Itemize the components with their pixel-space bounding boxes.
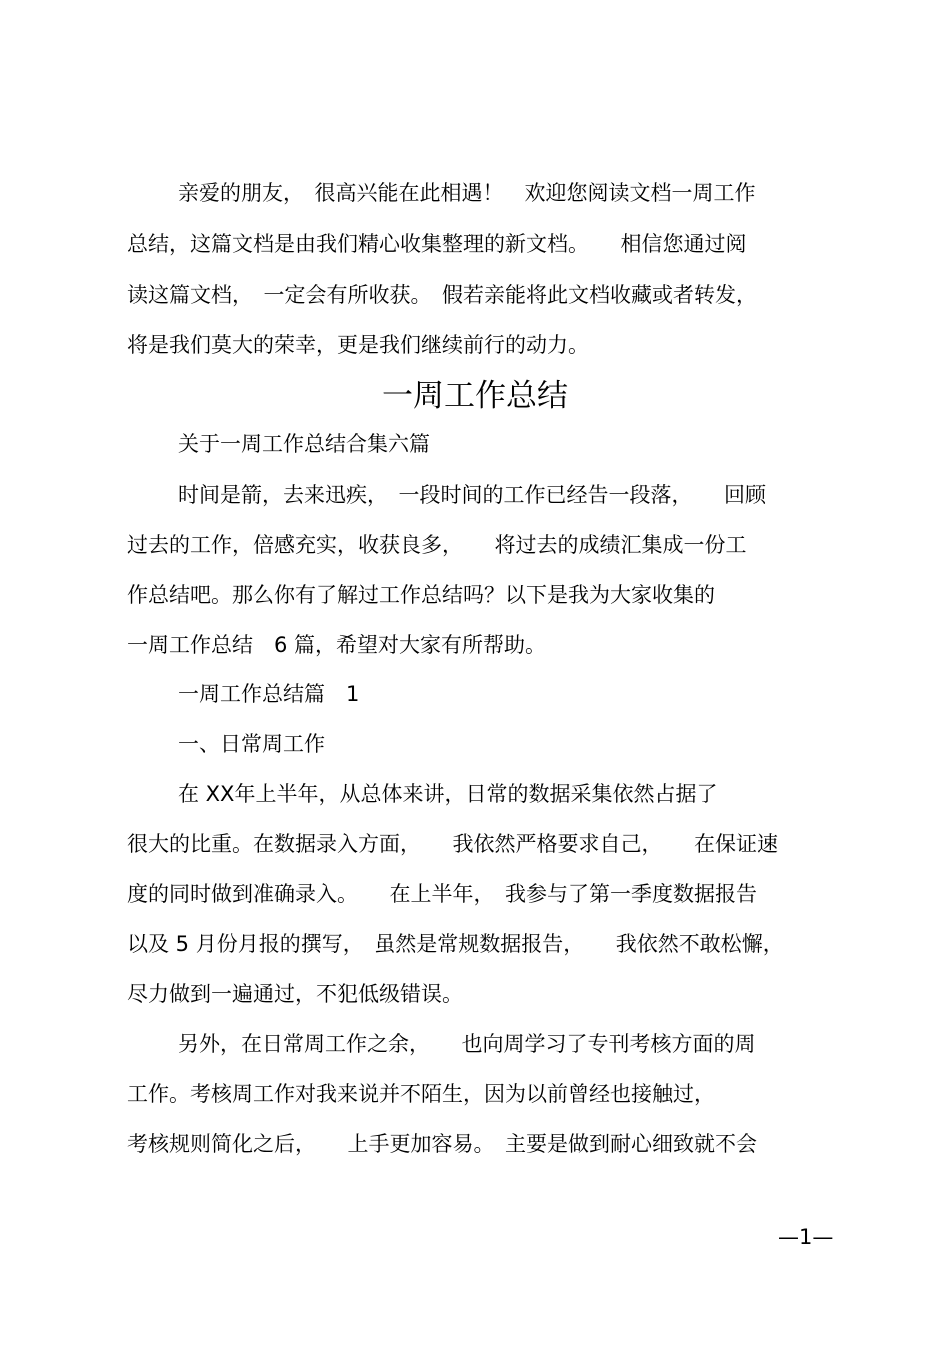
paragraph-3-line-3: 考核规则简化之后， 上手更加容易。 主要是做到耐心细致就不会	[127, 1132, 757, 1156]
document-title: 一周工作总结	[382, 378, 568, 414]
subsection-heading: 一、日常周工作	[178, 732, 325, 756]
intro-line-3: 读这篇文档， 一定会有所收获。 假若亲能将此文档收藏或者转发，	[127, 283, 757, 307]
page-number: —1—	[778, 1225, 834, 1249]
paragraph-1-line-4: 一周工作总结 6 篇，希望对大家有所帮助。	[127, 633, 547, 657]
section-heading: 一周工作总结篇 1	[178, 682, 360, 706]
intro-line-2: 总结，这篇文档是由我们精心收集整理的新文档。 相信您通过阅	[127, 232, 747, 256]
paragraph-2-line-1: 在 XX年上半年，从总体来讲，日常的数据采集依然占据了	[178, 782, 718, 806]
paragraph-1-line-2: 过去的工作，倍感充实，收获良多， 将过去的成绩汇集成一份工	[127, 533, 747, 557]
paragraph-2-line-2: 很大的比重。在数据录入方面， 我依然严格要求自己， 在保证速	[127, 832, 778, 856]
paragraph-2-line-5: 尽力做到一遍通过，不犯低级错误。	[127, 982, 463, 1006]
paragraph-1-line-3: 作总结吧。那么你有了解过工作总结吗？以下是我为大家收集的	[127, 583, 715, 607]
paragraph-2-line-3: 度的同时做到准确录入。 在上半年， 我参与了第一季度数据报告	[127, 882, 757, 906]
paragraph-2-line-4: 以及 5 月份月报的撰写， 虽然是常规数据报告， 我依然不敢松懈，	[127, 932, 784, 956]
document-subtitle: 关于一周工作总结合集六篇	[178, 432, 430, 456]
paragraph-3-line-1: 另外，在日常周工作之余， 也向周学习了专刊考核方面的周	[178, 1032, 756, 1056]
paragraph-3-line-2: 工作。考核周工作对我来说并不陌生，因为以前曾经也接触过，	[127, 1082, 715, 1106]
intro-line-4: 将是我们莫大的荣幸，更是我们继续前行的动力。	[127, 333, 589, 357]
intro-line-1: 亲爱的朋友， 很高兴能在此相遇！ 欢迎您阅读文档一周工作	[178, 181, 756, 205]
paragraph-1-line-1: 时间是箭，去来迅疾， 一段时间的工作已经告一段落， 回顾	[178, 483, 766, 507]
